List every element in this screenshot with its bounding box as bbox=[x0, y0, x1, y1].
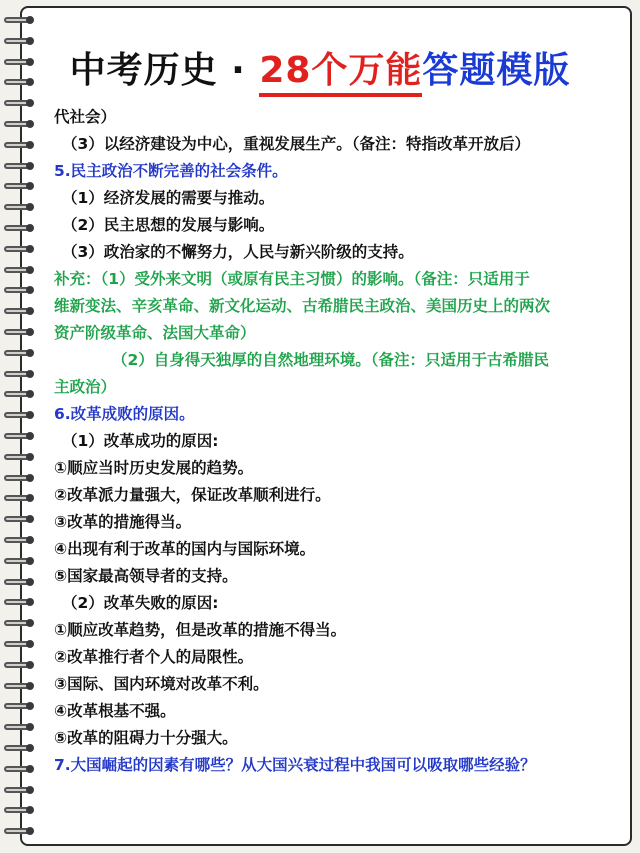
binding-ring bbox=[4, 388, 38, 400]
binding-ring bbox=[4, 804, 38, 816]
binding-ring bbox=[4, 617, 38, 629]
binding-ring bbox=[4, 721, 38, 733]
binding-ring bbox=[4, 368, 38, 380]
binding-ring bbox=[4, 638, 38, 650]
binding-ring bbox=[4, 742, 38, 754]
title-prefix: 中考历史 · bbox=[69, 50, 260, 91]
list-item: ②改革推行者个人的局限性。 bbox=[54, 648, 254, 666]
binding-ring bbox=[4, 14, 38, 26]
binding-ring bbox=[4, 784, 38, 796]
binding-ring bbox=[4, 347, 38, 359]
binding-ring bbox=[4, 118, 38, 130]
binding-ring bbox=[4, 659, 38, 671]
binding-ring bbox=[4, 451, 38, 463]
title-suffix: 答题模版 bbox=[422, 50, 571, 91]
binding-ring bbox=[4, 555, 38, 567]
binding-ring bbox=[4, 763, 38, 775]
list-item: ①顺应当时历史发展的趋势。 bbox=[54, 459, 254, 477]
binding-ring bbox=[4, 264, 38, 276]
subheading-failure: （2）改革失败的原因: bbox=[62, 594, 219, 612]
list-item: ⑤国家最高领导者的支持。 bbox=[54, 567, 238, 585]
binding-ring bbox=[4, 305, 38, 317]
list-item: ④改革根基不强。 bbox=[54, 702, 176, 720]
title-highlight: 28个万能 bbox=[259, 50, 422, 97]
list-item: ④出现有利于改革的国内与国际环境。 bbox=[54, 540, 316, 558]
text-line: （1）经济发展的需要与推动。 bbox=[62, 189, 275, 207]
binding-ring bbox=[4, 472, 38, 484]
content-body bbox=[54, 104, 624, 779]
text-line: （3）以经济建设为中心，重视发展生产。（备注：特指改革开放后） bbox=[62, 135, 531, 153]
section-heading-5: 5.民主政治不断完善的社会条件。 bbox=[54, 162, 288, 180]
binding-ring bbox=[4, 97, 38, 109]
text-line: （2）民主思想的发展与影响。 bbox=[62, 216, 275, 234]
binding-ring bbox=[4, 409, 38, 421]
supplement-line: 主政治） bbox=[54, 378, 117, 396]
list-item: ①顺应改革趋势，但是改革的措施不得当。 bbox=[54, 621, 347, 639]
binding-ring bbox=[4, 492, 38, 504]
binding-ring bbox=[4, 326, 38, 338]
binding-ring bbox=[4, 825, 38, 837]
list-item: ⑤改革的阻碍力十分强大。 bbox=[54, 729, 238, 747]
binding-ring bbox=[4, 201, 38, 213]
supplement-line: （2）自身得天独厚的自然地理环境。（备注：只适用于古希腊民 bbox=[112, 351, 550, 369]
binding-ring bbox=[4, 596, 38, 608]
binding-ring bbox=[4, 680, 38, 692]
list-item: ③国际、国内环境对改革不利。 bbox=[54, 675, 269, 693]
list-item: ③改革的措施得当。 bbox=[54, 513, 192, 531]
binding-ring bbox=[4, 284, 38, 296]
binding-ring bbox=[4, 160, 38, 172]
binding-ring bbox=[4, 576, 38, 588]
page-title bbox=[0, 42, 640, 93]
list-item: ②改革派力量强大，保证改革顺利进行。 bbox=[54, 486, 331, 504]
text-line: （3）政治家的不懈努力，人民与新兴阶级的支持。 bbox=[62, 243, 414, 261]
binding-ring bbox=[4, 180, 38, 192]
section-heading-7: 7.大国崛起的因素有哪些？从大国兴衰过程中我国可以吸取哪些经验？ bbox=[54, 756, 536, 774]
supplement-line: 补充：（1）受外来文明（或原有民主习惯）的影响。（备注：只适用于 bbox=[54, 270, 530, 288]
binding-ring bbox=[4, 534, 38, 546]
binding-ring bbox=[4, 139, 38, 151]
binding-ring bbox=[4, 700, 38, 712]
binding-ring bbox=[4, 430, 38, 442]
binding-ring bbox=[4, 243, 38, 255]
spiral-binding bbox=[0, 8, 40, 848]
binding-ring bbox=[4, 513, 38, 525]
supplement-line: 维新变法、辛亥革命、新文化运动、古希腊民主政治、美国历史上的两次 bbox=[54, 297, 551, 315]
binding-ring bbox=[4, 222, 38, 234]
supplement-line: 资产阶级革命、法国大革命） bbox=[54, 324, 256, 342]
text-line: 代社会） bbox=[54, 108, 117, 126]
section-heading-6: 6.改革成败的原因。 bbox=[54, 405, 195, 423]
subheading-success: （1）改革成功的原因: bbox=[62, 432, 219, 450]
